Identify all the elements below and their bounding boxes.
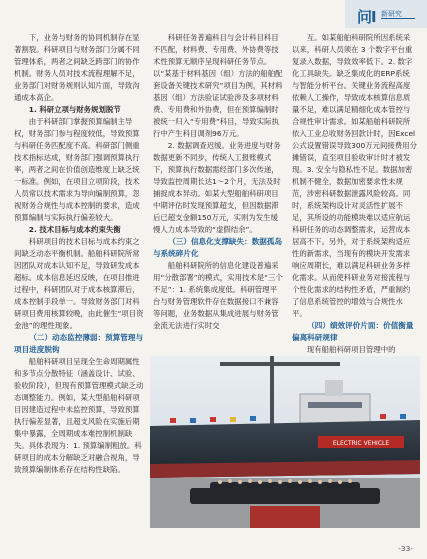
crowd (190, 482, 380, 504)
crane-mast (270, 356, 274, 426)
section-heading-3: （三）信息化支撑缺失：数据孤岛与系统碎片化 (153, 237, 283, 258)
subheading-1: 1. 科研立项与财务规划脱节 (28, 105, 121, 114)
paragraph: 船舶科研项目呈现全生命周期属性和多节点分散特征（涵盖设计、试验、验收阶段），但现有预算管理模式缺乏动态调整能力。例如，某大型船舶科研项目因建造过程中未监控预算，导致预算执行偏差显著，且超支风险在实施后期集中暴露，全周期成本难控制机制缺失。具体表现为：1. 预算编制粗放。科研项目的成本分解缺乏对融合视角，导致预算编制体系存在结构性缺陷。 (14, 357, 144, 474)
text-column-2 (153, 32, 284, 354)
paragraph: 科研项目的技术目标与成本约束之间缺乏动态平衡机制。船舶科研院所常因团队对成本认知不足，导致研发成本超标。成本信息延迟反映，在项目推进过程中，科研团队对于成本核算滞后，成本控制手段单一。导致财务部门对科研项目费用核算较晚，由此催生“项目资金池”的理性现象。 (14, 237, 144, 330)
paragraph: 2. 数据调查迟缓。业务进度与财务数据更新不同步，传统人工报账模式下，预算执行数据需经部门多次传递，导致监控周期长达1～2个月，无法及时捕捉成本异动。如某大型船舶科研项目中期评估时发现预算超支，但因数据滞后已超支金额150万元，实则为发生缓慢人力成本导致的“虚假结余”。 (153, 141, 281, 234)
paragraph: 船舶科研院所的信息化建设普遍采用“分散部署”的模式，实用技术是“三个不足”：1. 系统集成度低。科研管理平台与财务管理软件存在数据接口不兼容等问题，业务数据从集成进展与财务管金流无法进行实时交 (153, 261, 283, 330)
crane-arm (220, 362, 340, 366)
subheading-2: 2. 技术目标与成本约束失衡 (28, 225, 121, 234)
banner-text: ELECTRIC VEHICLE (332, 440, 390, 447)
running-header (345, 0, 427, 28)
funnel (325, 380, 343, 396)
paragraph: 由于科研部门掌握预算编制主导权，财务部门参与程度较低，导致预算与科研任务匹配度不高。科研部门侧重技术指标达成，财务部门强调预算执行率，两者之间在价值创造维度上缺乏统一标准。例如，在项目立项阶段，技术人员常以技术需求为导向编制预算，忽视财务合规性与成本控制的要求，造成预算编制与实际执行偏差较大。 (14, 117, 140, 222)
photo-illustration (150, 356, 420, 528)
text-column-1 (14, 32, 145, 532)
paragraph: 科研任务普遍科目与会计科目科目不匹配，材料费、专用费、外协费等技术性预算无顺序呈现科研任务节点。以“某基于材料基因（组）方法的船舶配套设备关键技术研究”项目为例，其材料基因（组）方法验证试验涉及多项材料费、专用费和外协费，但在预算编制时被统一归入“专用费”科目，导致实际执行中产生科目调剂96万元。 (153, 33, 283, 138)
section-heading-4: （四）绩效评价片面：价值衡量偏离科研规律 (292, 321, 414, 342)
page-number: -33- (398, 544, 413, 553)
ship-launch-photo (150, 356, 420, 528)
section-heading-2: （二）动态监控薄弱：预算管理与项目进度脱钩 (14, 333, 144, 354)
paragraph: 下，业务与财务的协同机制存在显著割裂。科研项目与财务部门分属不同管理体系，两者之间缺乏跨部门的协作机制。财务人员对技术流程理解不足，业务部门对财务规则认知片面，导致沟通成本高企。 (14, 33, 140, 102)
section-mark: 问Ⅰ (357, 8, 376, 26)
header-rule (381, 18, 415, 19)
bridge-windows (308, 402, 362, 408)
paragraph: 互。如某船舶科研院所因系统采以来，科研人员须在 3 个数字平台重复录入数据，导致效率低下。2. 数字化工具缺失。缺乏集成化的ERP系统与智能分析平台。关键业务流程高度依赖人工操作，导致成本核算信息质量不足，难以满足精细化成本管控与合规性审计需求。如某船舶科研院所依入工业总收财务回款计时，因Excel公式设置错误导致300万元间接费用分摊错误，直至项目验收审计时才被发现。3. 安全与隐私性不足。数据加密机制不健全，数据加密要求性未规范，涉密科研数据泄露风险较高。同时，系统架构设计对灵活性扩展不足，其所设的功能模块难以适应航运科研任务的动态调整需求，运营成本居高不下。另外，对于系统架构适应性的新需求，当现有的模块开发需求响应周期长，难以满足科研业务多样化需求。从而使科研业务对接流程与个性化需求的结构性矛盾，严重制约了信息系统管控的增效与合规性水平。 (292, 33, 417, 318)
section-subtitle: 新研究 (381, 10, 402, 18)
paragraph: 现有船舶科研项目管理中的 (306, 345, 396, 354)
red-carpet (250, 506, 320, 528)
